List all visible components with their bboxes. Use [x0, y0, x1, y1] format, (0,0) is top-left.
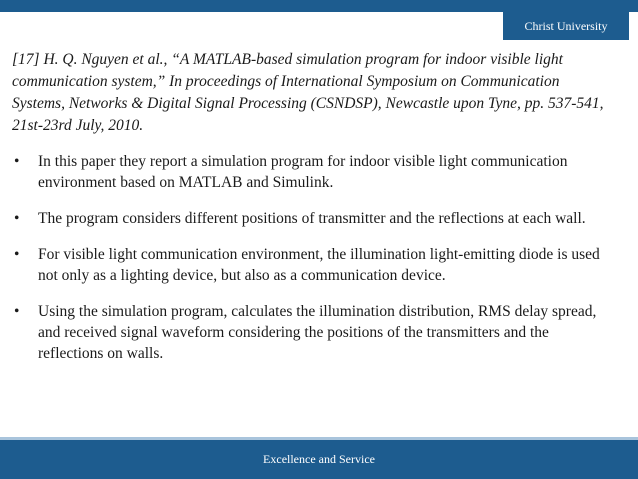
footer-motto: Excellence and Service — [240, 440, 398, 479]
bullet-item — [12, 244, 612, 286]
bullet-item — [12, 151, 612, 193]
org-label: Christ University — [503, 0, 629, 40]
header-bar — [0, 0, 638, 40]
bullet-item — [12, 301, 612, 364]
bullet-text: Using the simulation program, calculates the illumination distribution, RMS delay spread, and received signal waveform considering the positions of the transmitters and the reflections on walls. — [38, 303, 597, 362]
bullet-text: For visible light communication environment, the illumination light-emitting diode is used not only as a lighting device, but also as a communication device. — [38, 246, 600, 284]
bullet-marker: • — [14, 303, 20, 320]
bullet-marker: • — [14, 246, 20, 263]
bullet-item — [12, 208, 612, 229]
bullet-text: The program considers different positions of transmitter and the reflections at each wall. — [38, 210, 586, 227]
citation-text: [17] H. Q. Nguyen et al., “A MATLAB-based simulation program for indoor visible light communication system,” In proceedings of International Symposium on Communication Systems, Networks & Digital Signal Processing (CSNDSP), Newcastle upon Tyne, pp. 537-541, 21st-23rd July, 2010. — [12, 51, 604, 134]
bullet-text: In this paper they report a simulation program for indoor visible light communication environment based on MATLAB and Simulink. — [38, 153, 568, 191]
bullet-marker: • — [14, 153, 20, 170]
slide-content — [12, 49, 612, 379]
bullet-list — [12, 151, 612, 364]
bullet-marker: • — [14, 210, 20, 227]
